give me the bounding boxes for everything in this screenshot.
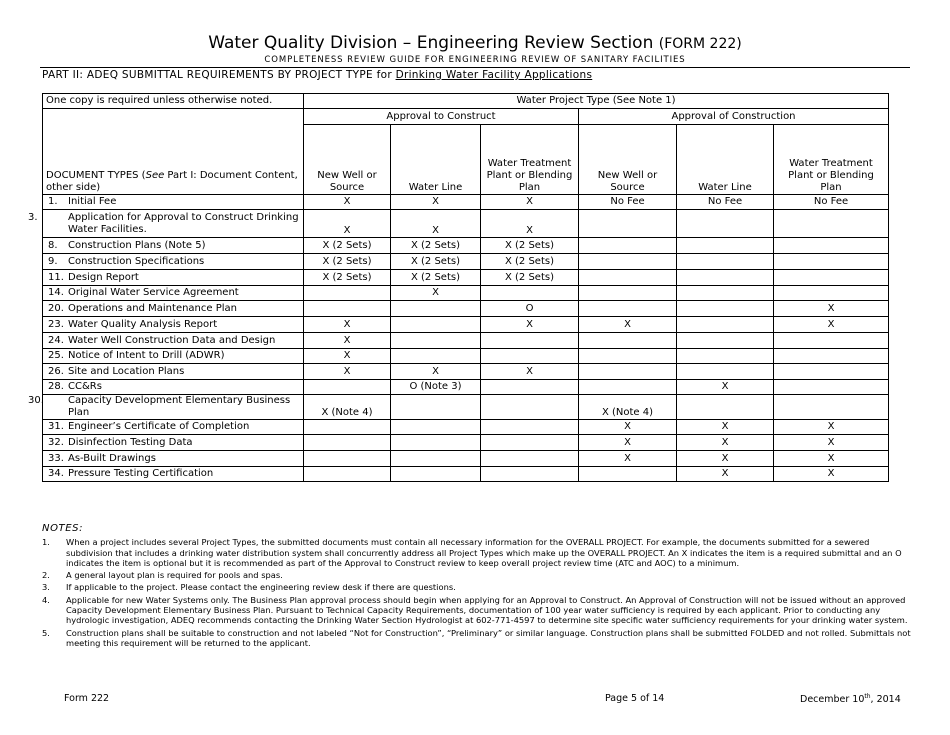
- row-label: Operations and Maintenance Plan: [68, 302, 237, 314]
- requirement-cell: [391, 467, 481, 482]
- row-number: 20.: [48, 302, 64, 314]
- copy-note: One copy is required unless otherwise noted.: [43, 94, 304, 109]
- notes-heading: NOTES:: [42, 523, 84, 534]
- row-label: Construction Plans (Note 5): [68, 239, 206, 251]
- requirement-cell: X: [677, 380, 774, 395]
- requirement-cell: X (2 Sets): [481, 238, 579, 254]
- requirement-cell: X (2 Sets): [391, 254, 481, 270]
- document-type-cell: [43, 238, 304, 254]
- requirement-cell: [579, 301, 677, 317]
- requirement-cell: [677, 238, 774, 254]
- requirement-cell: [774, 349, 889, 364]
- table-row: [43, 380, 889, 395]
- row-label: Notice of Intent to Drill (ADWR): [68, 350, 225, 361]
- column-header: Water Line: [391, 125, 481, 195]
- row-label: CC&Rs: [68, 381, 102, 392]
- requirement-cell: X: [391, 210, 481, 238]
- table-row: [43, 333, 889, 349]
- requirement-cell: [481, 467, 579, 482]
- row-number: 34.: [48, 468, 64, 479]
- document-type-cell: [43, 254, 304, 270]
- requirement-cell: [677, 210, 774, 238]
- note-text: If applicable to the project. Please contact the engineering review desk if there are questions.: [66, 582, 456, 593]
- requirement-cell: X: [304, 195, 391, 210]
- requirement-cell: X: [677, 467, 774, 482]
- note-item: [42, 582, 912, 592]
- requirement-cell: [391, 420, 481, 435]
- row-number: 32.: [48, 436, 64, 448]
- requirement-cell: X: [677, 435, 774, 451]
- document-type-cell: [43, 467, 304, 482]
- notes-section: [42, 524, 912, 650]
- requirement-cell: [677, 364, 774, 380]
- requirement-cell: No Fee: [677, 195, 774, 210]
- requirement-cell: X (2 Sets): [391, 238, 481, 254]
- requirement-cell: X: [304, 349, 391, 364]
- column-header: Water Line: [677, 125, 774, 195]
- requirement-cell: [481, 286, 579, 301]
- requirement-cell: [677, 270, 774, 286]
- document-type-cell: [28, 210, 304, 238]
- approval-to-construct-header: Approval to Construct: [304, 109, 579, 125]
- requirement-cell: [677, 333, 774, 349]
- note-text: Construction plans shall be suitable to construction and not labeled “Not for Construction”, “Preliminary” or similar language. Construction plans shall be submitted FOLDED and not rolled. Submittals not meeting this requirement will be returned to the applicant.: [66, 627, 911, 648]
- requirement-cell: [774, 395, 889, 420]
- table-row: [43, 317, 889, 333]
- part-link: Drinking Water Facility Applications: [395, 69, 593, 81]
- requirement-cell: X: [391, 286, 481, 301]
- requirement-cell: X: [774, 435, 889, 451]
- requirement-cell: [391, 451, 481, 467]
- note-number: 3.: [42, 582, 50, 593]
- row-label: Original Water Service Agreement: [68, 287, 239, 298]
- requirement-cell: [579, 270, 677, 286]
- requirement-cell: O (Note 3): [391, 380, 481, 395]
- table-row: [43, 210, 889, 238]
- requirement-cell: X: [304, 333, 391, 349]
- requirement-cell: X (2 Sets): [391, 270, 481, 286]
- requirement-cell: X: [677, 451, 774, 467]
- requirement-cell: X: [774, 301, 889, 317]
- requirement-cell: X: [481, 195, 579, 210]
- requirement-cell: [481, 380, 579, 395]
- requirement-cell: [579, 210, 677, 238]
- row-number: 23.: [48, 318, 64, 330]
- row-label: Disinfection Testing Data: [68, 436, 193, 448]
- requirement-cell: [481, 435, 579, 451]
- note-item: [42, 628, 912, 649]
- requirement-cell: [304, 435, 391, 451]
- table-row: [43, 364, 889, 380]
- table-row: [43, 420, 889, 435]
- column-header: New Well or Source: [579, 125, 677, 195]
- row-label: Design Report: [68, 271, 139, 283]
- document-type-cell: [43, 286, 304, 301]
- column-header: Water Treatment Plant or Blending Plan: [481, 125, 579, 195]
- requirement-cell: X (2 Sets): [304, 270, 391, 286]
- requirement-cell: [391, 435, 481, 451]
- note-item: [42, 570, 912, 580]
- row-label: Capacity Development Elementary Business Plan: [68, 395, 291, 418]
- document-type-cell: [43, 195, 304, 210]
- requirement-cell: No Fee: [579, 195, 677, 210]
- table-row: [43, 395, 889, 420]
- requirement-cell: X: [774, 451, 889, 467]
- requirement-cell: X: [579, 435, 677, 451]
- row-label: Initial Fee: [68, 196, 117, 207]
- row-number: 25.: [48, 350, 64, 361]
- requirement-cell: X: [774, 467, 889, 482]
- requirement-cell: [579, 333, 677, 349]
- table-row: [43, 301, 889, 317]
- requirement-cell: X (2 Sets): [304, 254, 391, 270]
- row-number: 11.: [48, 271, 64, 283]
- requirement-cell: X (Note 4): [304, 395, 391, 420]
- requirement-cell: O: [481, 301, 579, 317]
- requirement-cell: No Fee: [774, 195, 889, 210]
- requirement-cell: [391, 333, 481, 349]
- requirement-cell: [579, 254, 677, 270]
- table-row: [43, 254, 889, 270]
- note-number: 2.: [42, 570, 50, 581]
- row-label: Engineer’s Certificate of Completion: [68, 421, 250, 432]
- requirement-cell: [677, 317, 774, 333]
- project-type-header: Water Project Type (See Note 1): [304, 94, 889, 109]
- row-number: 3.: [28, 211, 38, 223]
- requirement-cell: X: [481, 364, 579, 380]
- requirement-cell: [677, 286, 774, 301]
- requirement-cell: X: [304, 364, 391, 380]
- requirement-cell: X (2 Sets): [481, 254, 579, 270]
- requirement-cell: [677, 395, 774, 420]
- document-type-cell: [43, 380, 304, 395]
- table-row: [43, 467, 889, 482]
- row-label: Pressure Testing Certification: [68, 468, 214, 479]
- requirement-cell: [774, 270, 889, 286]
- requirement-cell: [774, 254, 889, 270]
- requirement-cell: X: [579, 420, 677, 435]
- page-title: [0, 33, 950, 53]
- requirement-cell: [677, 349, 774, 364]
- table-row: [43, 349, 889, 364]
- requirement-cell: [304, 301, 391, 317]
- row-number: 28.: [48, 381, 64, 392]
- row-label: Site and Location Plans: [68, 365, 185, 377]
- requirement-cell: [304, 420, 391, 435]
- requirement-cell: X (Note 4): [579, 395, 677, 420]
- requirement-cell: X (2 Sets): [304, 238, 391, 254]
- note-text: A general layout plan is required for pools and spas.: [66, 570, 283, 581]
- table-row: [43, 238, 889, 254]
- requirement-cell: X: [391, 195, 481, 210]
- table-row: [43, 286, 889, 301]
- row-number: 14.: [48, 287, 64, 298]
- document-type-cell: [43, 333, 304, 349]
- table-row: [43, 270, 889, 286]
- document-type-cell: [43, 270, 304, 286]
- requirement-cell: [579, 349, 677, 364]
- document-type-cell: [43, 420, 304, 435]
- requirement-cell: X: [304, 317, 391, 333]
- note-number: 1.: [42, 537, 50, 548]
- document-type-cell: [43, 435, 304, 451]
- row-number: 24.: [48, 334, 64, 346]
- requirement-cell: [481, 333, 579, 349]
- document-type-cell: [43, 317, 304, 333]
- requirement-cell: X: [481, 210, 579, 238]
- approval-of-construction-header: Approval of Construction: [579, 109, 889, 125]
- requirement-cell: X: [304, 210, 391, 238]
- requirement-cell: X: [579, 451, 677, 467]
- note-item: [42, 537, 912, 568]
- page-subtitle: COMPLETENESS REVIEW GUIDE FOR ENGINEERING REVIEW OF SANITARY FACILITIES: [264, 55, 686, 65]
- part-prefix: PART II: ADEQ SUBMITTAL REQUIREMENTS BY PROJECT TYPE for: [42, 69, 396, 81]
- footer-form: Form 222: [64, 693, 110, 704]
- row-number: 1.: [48, 196, 58, 207]
- requirement-cell: X (2 Sets): [481, 270, 579, 286]
- row-number: 9.: [48, 255, 58, 267]
- row-label: Water Well Construction Data and Design: [68, 334, 276, 346]
- requirement-cell: [774, 380, 889, 395]
- requirement-cell: [774, 286, 889, 301]
- requirement-cell: [579, 238, 677, 254]
- requirement-cell: [481, 395, 579, 420]
- table-row: [43, 435, 889, 451]
- requirement-cell: X: [677, 420, 774, 435]
- row-number: 30.: [28, 395, 44, 406]
- note-number: 5.: [42, 627, 50, 638]
- row-label: Application for Approval to Construct Drinking Water Facilities.: [68, 211, 299, 235]
- requirement-cell: [677, 254, 774, 270]
- document-type-cell: [43, 349, 304, 364]
- requirement-cell: [391, 301, 481, 317]
- document-types-header: DOCUMENT TYPES (See Part I: Document Content, other side): [43, 109, 304, 195]
- row-number: 33.: [48, 452, 64, 464]
- requirement-cell: [481, 349, 579, 364]
- table-row: [43, 451, 889, 467]
- note-text: When a project includes several Project Types, the submitted documents must contain all necessary information for the OVERALL PROJECT. For example, the documents submitted for a sewered subdivision that includes a drinking water distribution system shall concurrently address all Project Types which make up the OVERALL PROJECT. An X indicates the item is a required submittal and an O indicates the item is optional but it is recommended as part of the Approval to Construct review to keep overall project review time (ATC and AOC) to a minimum.: [66, 537, 902, 568]
- document-type-cell: [43, 364, 304, 380]
- column-header: New Well or Source: [304, 125, 391, 195]
- requirement-cell: X: [481, 317, 579, 333]
- requirement-cell: [481, 420, 579, 435]
- requirement-cell: [677, 301, 774, 317]
- requirement-cell: [774, 364, 889, 380]
- requirement-cell: X: [579, 317, 677, 333]
- requirement-cell: [579, 380, 677, 395]
- requirement-cell: [391, 317, 481, 333]
- requirement-cell: [774, 238, 889, 254]
- part-heading: [42, 69, 592, 81]
- requirement-cell: [774, 333, 889, 349]
- row-number: 31.: [48, 421, 64, 432]
- row-label: Construction Specifications: [68, 255, 205, 267]
- row-label: Water Quality Analysis Report: [68, 318, 218, 330]
- requirement-cell: [579, 286, 677, 301]
- document-type-cell: [43, 451, 304, 467]
- form-number: (FORM 222): [658, 36, 742, 52]
- requirement-cell: [304, 451, 391, 467]
- requirement-cell: [304, 286, 391, 301]
- requirement-cell: [579, 467, 677, 482]
- table-row: [43, 195, 889, 210]
- requirement-cell: X: [391, 364, 481, 380]
- requirement-cell: [304, 380, 391, 395]
- title-text: Water Quality Division – Engineering Review Section: [208, 33, 654, 53]
- requirement-cell: [391, 349, 481, 364]
- header-divider: [40, 67, 910, 68]
- row-label: As-Built Drawings: [68, 452, 156, 464]
- requirement-cell: X: [774, 317, 889, 333]
- requirements-table: [28, 93, 889, 482]
- requirement-cell: [481, 451, 579, 467]
- requirement-cell: [391, 395, 481, 420]
- note-item: [42, 595, 912, 626]
- document-type-cell: [28, 395, 304, 420]
- note-text: Applicable for new Water Systems only. The Business Plan approval process should begin when applying for an Approval to Construct. An Approval of Construction will not be issued without an approved Capacity Development Elementary Business Plan. Pursuant to Technical Capacity Requirements, documentation of 100 year water sufficiency is required by each applicant. Prior to conducting any hydrologic investigation, ADEQ recommends contacting the Drinking Water Section Hydrologist at 602-771-4597 to determine site specific water sufficiency requirements for your drinking water system.: [66, 594, 908, 626]
- document-type-cell: [43, 301, 304, 317]
- row-number: 26.: [48, 365, 64, 377]
- requirement-cell: X: [774, 420, 889, 435]
- requirement-cell: [579, 364, 677, 380]
- row-number: 8.: [48, 239, 58, 251]
- column-header: Water Treatment Plant or Blending Plan: [774, 125, 889, 195]
- footer-date: December 10th, 2014: [800, 693, 901, 706]
- requirement-cell: [774, 210, 889, 238]
- requirement-cell: [304, 467, 391, 482]
- footer-page-number: Page 5 of 14: [605, 693, 665, 704]
- note-number: 4.: [42, 594, 50, 605]
